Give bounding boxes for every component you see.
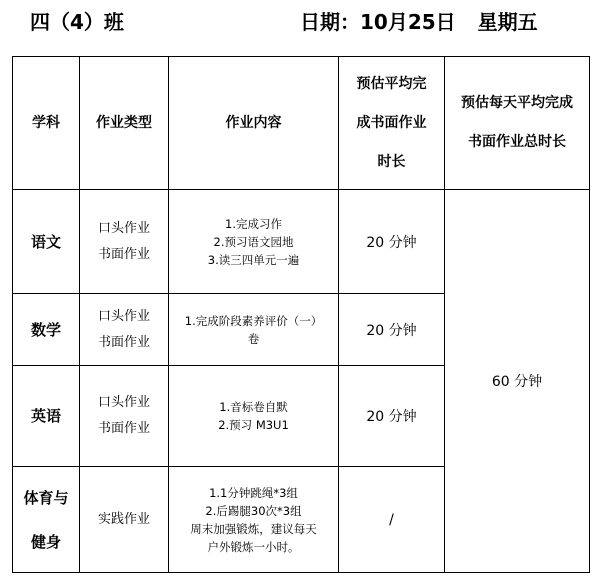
time-cell: 20 分钟: [339, 366, 445, 467]
type-cell: [80, 294, 169, 366]
content-line: 2.预习语文园地: [213, 234, 294, 249]
class-name: 四（4）班: [30, 10, 124, 34]
type-line: 口头作业: [97, 395, 150, 410]
type-line: 书面作业: [97, 334, 150, 350]
time-cell: 20 分钟: [339, 294, 445, 366]
type-line: 口头作业: [97, 220, 150, 236]
header-total-line: 书面作业总时长: [468, 134, 566, 150]
header-time-line: 时长: [377, 153, 406, 170]
header-total-line: 预估每天平均完成: [461, 95, 573, 111]
type-cell: [80, 366, 169, 467]
subject-line: 健身: [30, 532, 61, 551]
content-line: 3.读三四单元一遍: [207, 252, 300, 267]
content-cell: [169, 366, 339, 467]
header-time-line: 预估平均完: [356, 75, 427, 92]
content-line: 1.音标卷自默: [219, 400, 288, 414]
header-total: [445, 57, 590, 190]
content-line: 周末加强锻炼，建议每天: [190, 521, 317, 536]
date-line: [300, 10, 538, 34]
homework-table: [12, 56, 590, 573]
total-time-cell: 60 分钟: [445, 190, 590, 573]
content-cell: [169, 190, 339, 294]
header-time: [339, 57, 445, 190]
header-subject: 学科: [13, 57, 80, 190]
content-line: 1.完成阶段素养评价（一）: [184, 313, 323, 328]
header-time-line: 成书面作业: [356, 114, 427, 131]
weekday: 星期五: [477, 10, 538, 34]
type-line: 书面作业: [97, 421, 150, 436]
type-line: 书面作业: [97, 246, 150, 262]
subject-line: 体育与: [23, 488, 69, 507]
header-content: 作业内容: [169, 57, 339, 190]
content-line: 户外锻炼一小时。: [207, 539, 300, 554]
date-value: 10月25日: [360, 10, 456, 34]
content-line: 2.预习 M3U1: [218, 418, 289, 432]
subject-cell: 语文: [13, 190, 80, 294]
type-line: 口头作业: [97, 308, 150, 324]
header-row: [13, 57, 590, 190]
subject-cell: [13, 467, 80, 573]
content-line: 1.1分钟跳绳*3组: [209, 485, 298, 500]
header-type: 作业类型: [80, 57, 169, 190]
time-cell: /: [339, 467, 445, 573]
table-row: [13, 190, 590, 294]
subject-cell: 英语: [13, 366, 80, 467]
content-cell: [169, 467, 339, 573]
type-cell: [80, 190, 169, 294]
content-line: 卷: [247, 331, 260, 346]
content-line: 1.完成习作: [225, 216, 282, 231]
time-cell: 20 分钟: [339, 190, 445, 294]
subject-cell: 数学: [13, 294, 80, 366]
content-line: 2.后踢腿30次*3组: [205, 503, 302, 518]
content-cell: [169, 294, 339, 366]
type-cell: 实践作业: [80, 467, 169, 573]
date-label: 日期：: [300, 10, 360, 34]
